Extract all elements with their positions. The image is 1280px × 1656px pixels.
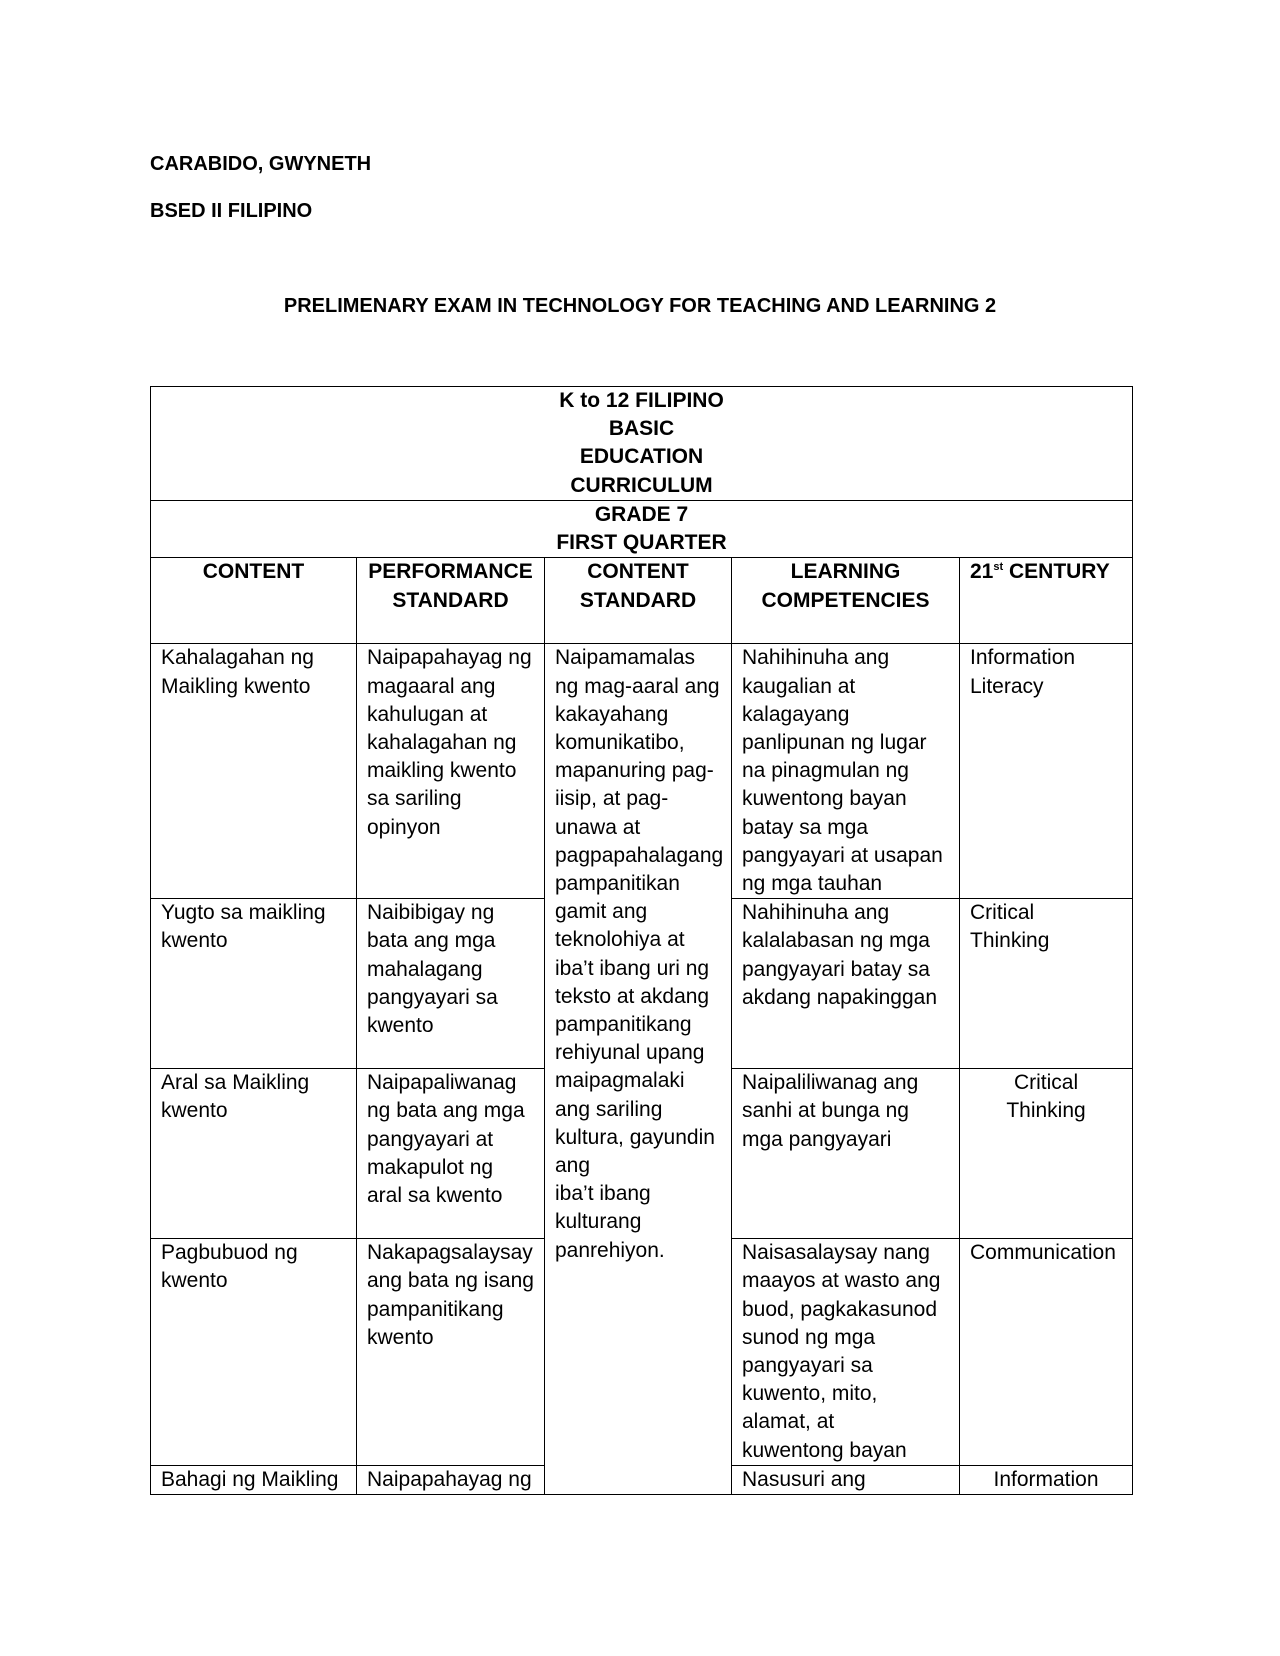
cell-line: kalagayang: [742, 702, 850, 726]
cell-line: opinyon: [367, 815, 441, 839]
cell-line: kwento: [367, 1014, 434, 1038]
table-header-row: [151, 558, 1133, 644]
content-cell: [151, 1069, 357, 1239]
cell-line: Naisasalaysay nang: [742, 1241, 930, 1265]
cell-line: ang sariling: [555, 1097, 663, 1121]
cell-line: pangyayari batay sa: [742, 957, 930, 981]
content-cell: [151, 1239, 357, 1466]
cell-line: Literacy: [970, 674, 1044, 698]
century-skill-cell: [960, 1465, 1133, 1494]
cell-line: ng bata ang mga: [367, 1099, 525, 1123]
cell-line: bata ang mga: [367, 929, 496, 953]
cell-line: mahalagang: [367, 957, 483, 981]
cell-line: teknolohiya at: [555, 928, 685, 952]
cell-line: magaaral ang: [367, 674, 496, 698]
table-grade-row: [151, 501, 1133, 558]
century-skill-cell: [960, 899, 1133, 1069]
cell-line: pagpapahalagang: [555, 843, 724, 867]
cell-line: Nasusuri ang: [742, 1467, 866, 1491]
cell-line: kulturang: [555, 1210, 642, 1234]
cell-line: sunod ng mga: [742, 1325, 876, 1349]
header-line: STANDARD: [579, 588, 697, 612]
century-word: CENTURY: [1003, 560, 1110, 584]
cell-line: na pinagmulan ng: [742, 759, 909, 783]
cell-line: Information: [993, 1467, 1099, 1491]
competency-cell: [732, 644, 960, 899]
cell-line: kwento: [161, 929, 228, 953]
cell-line: pangyayari sa: [367, 985, 498, 1009]
table-title-row: [151, 387, 1133, 501]
cell-line: pampanitikang: [555, 1013, 692, 1037]
cell-line: mga pangyayari: [742, 1127, 892, 1151]
cell-line: kalalabasan ng mga: [742, 929, 930, 953]
performance-cell: [357, 1465, 545, 1494]
cell-line: Naipaliliwanag ang: [742, 1071, 919, 1095]
header-line: [970, 558, 1122, 586]
cell-line: Nahihinuha ang: [742, 646, 890, 670]
cell-line: Aral sa Maikling: [161, 1071, 310, 1095]
cell-line: Maikling kwento: [161, 674, 311, 698]
cell-line: panrehiyon.: [555, 1238, 665, 1262]
cell-line: ng mga tauhan: [742, 872, 883, 896]
cell-line: rehiyunal upang: [555, 1041, 705, 1065]
century-skill-cell: [960, 1239, 1133, 1466]
performance-cell: [357, 899, 545, 1069]
header-line: LEARNING: [790, 560, 901, 584]
cell-line: Pagbubuod ng: [161, 1241, 298, 1265]
cell-line: aral sa kwento: [367, 1184, 503, 1208]
cell-line: Thinking: [1006, 1099, 1086, 1123]
cell-line: kuwento, mito,: [742, 1382, 878, 1406]
competency-cell: [732, 1239, 960, 1466]
cell-line: maikling kwento: [367, 759, 517, 783]
competency-cell: [732, 1465, 960, 1494]
cell-line: unawa at: [555, 815, 641, 839]
cell-line: Information: [970, 646, 1076, 670]
competency-cell: [732, 899, 960, 1069]
title-line: CURRICULUM: [570, 473, 713, 497]
student-course: BSED II FILIPINO: [150, 200, 313, 222]
cell-line: pampanitikan: [555, 872, 680, 896]
cell-line: mapanuring pag-: [555, 759, 714, 783]
cell-line: Naipapahayag ng: [367, 1467, 532, 1491]
content-cell: [151, 644, 357, 899]
cell-line: kwento: [161, 1099, 228, 1123]
cell-line: Critical: [1013, 1071, 1079, 1095]
century-suffix: st: [993, 561, 1004, 574]
title-line: EDUCATION: [579, 445, 704, 469]
grade-quarter: [151, 501, 1133, 558]
cell-line: kwento: [161, 1269, 228, 1293]
header-21st-century: [960, 558, 1133, 644]
cell-line: iba’t ibang: [555, 1182, 651, 1206]
header-line: COMPETENCIES: [761, 588, 930, 612]
cell-line: pangyayari at: [367, 1127, 494, 1151]
cell-line: buod, pagkakasunod: [742, 1297, 937, 1321]
cell-line: iisip, at pag-: [555, 787, 669, 811]
content-cell: [151, 899, 357, 1069]
performance-cell: [357, 1239, 545, 1466]
performance-cell: [357, 644, 545, 899]
header-content: [151, 558, 357, 644]
cell-line: ng mag-aaral ang: [555, 674, 720, 698]
cell-line: Naibibigay ng: [367, 901, 495, 925]
cell-line: kultura, gayundin: [555, 1125, 715, 1149]
cell-line: kwento: [367, 1325, 434, 1349]
title-line: BASIC: [608, 417, 675, 441]
performance-cell: [357, 1069, 545, 1239]
cell-line: kahalagahan ng: [367, 731, 517, 755]
header-learning-competencies: [732, 558, 960, 644]
cell-line: kakayahang: [555, 702, 669, 726]
cell-line: Communication: [970, 1241, 1116, 1265]
cell-line: Yugto sa maikling: [161, 901, 326, 925]
cell-line: Critical: [970, 901, 1035, 925]
cell-line: panlipunan ng lugar: [742, 731, 927, 755]
header-line: STANDARD: [392, 588, 509, 612]
cell-line: maayos at wasto ang: [742, 1269, 941, 1293]
cell-line: pampanitikang: [367, 1297, 504, 1321]
quarter-line: FIRST QUARTER: [556, 531, 727, 555]
cell-line: komunikatibo,: [555, 731, 685, 755]
century-skill-cell: [960, 1069, 1133, 1239]
header-line: PERFORMANCE: [368, 560, 533, 584]
cell-line: ang: [555, 1154, 591, 1178]
cell-line: kuwentong bayan: [742, 787, 907, 811]
cell-line: iba’t ibang uri ng: [555, 956, 710, 980]
cell-line: Bahagi ng Maikling: [161, 1467, 339, 1491]
cell-line: Nakapagsalaysay: [367, 1241, 533, 1265]
competency-cell: [732, 1069, 960, 1239]
cell-line: sanhi at bunga ng: [742, 1099, 909, 1123]
cell-line: kaugalian at: [742, 674, 856, 698]
cell-line: Nahihinuha ang: [742, 901, 890, 925]
cell-line: maipagmalaki: [555, 1069, 685, 1093]
cell-line: Kahalagahan ng: [161, 646, 314, 670]
student-name: CARABIDO, GWYNETH: [150, 153, 372, 175]
cell-line: Naipapahayag ng: [367, 646, 532, 670]
curriculum-table: [150, 386, 1133, 1495]
content-cell: [151, 1465, 357, 1494]
header-line: CONTENT: [587, 560, 689, 584]
header-content-standard: [545, 558, 732, 644]
cell-line: akdang napakinggan: [742, 985, 938, 1009]
cell-line: gamit ang: [555, 900, 648, 924]
cell-line: teksto at akdang: [555, 984, 710, 1008]
century-skill-cell: [960, 644, 1133, 899]
cell-line: makapulot ng: [367, 1155, 494, 1179]
cell-line: alamat, at: [742, 1410, 835, 1434]
cell-line: pangyayari at usapan: [742, 843, 943, 867]
title-line: K to 12 FILIPINO: [559, 389, 724, 412]
header-performance-standard: [357, 558, 545, 644]
cell-line: batay sa mga: [742, 815, 869, 839]
grade-line: GRADE 7: [594, 503, 689, 526]
cell-line: Naipapaliwanag: [367, 1071, 517, 1095]
cell-line: sa sariling: [367, 787, 462, 811]
header-line: CONTENT: [202, 560, 305, 584]
cell-line: kuwentong bayan: [742, 1438, 907, 1462]
century-number: 21: [970, 560, 994, 584]
curriculum-title: [151, 387, 1133, 501]
cell-line: kahulugan at: [367, 702, 488, 726]
cell-line: ang bata ng isang: [367, 1269, 534, 1293]
content-standard-cell: [545, 644, 732, 1495]
table-row: [151, 644, 1133, 899]
cell-line: pangyayari sa: [742, 1354, 873, 1378]
cell-line: Naipamamalas: [555, 646, 696, 670]
exam-title: PRELIMENARY EXAM IN TECHNOLOGY FOR TEACHING AND LEARNING 2: [283, 295, 997, 317]
cell-line: Thinking: [970, 929, 1050, 953]
